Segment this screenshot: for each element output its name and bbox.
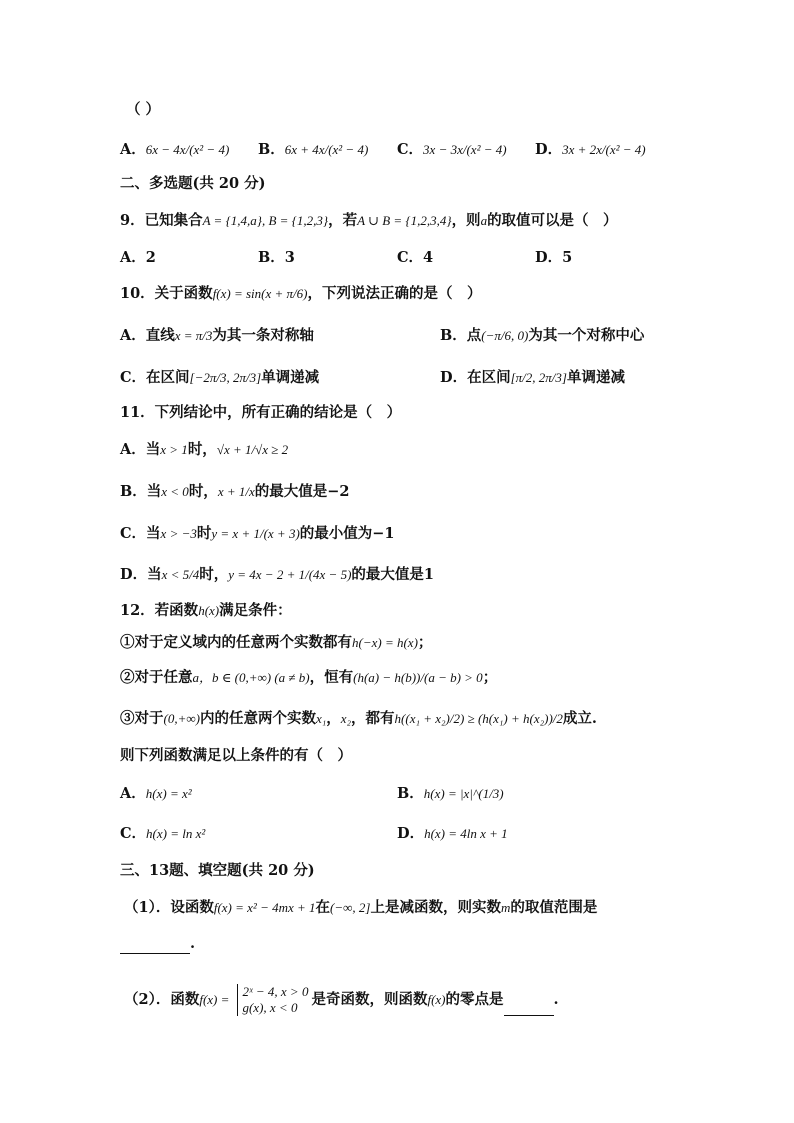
q12-c3-interval: (0,+∞)	[163, 711, 200, 726]
section-2-title: 二、多选题(共 20 分)	[120, 175, 266, 192]
q10-option-a-label: A．直线	[120, 327, 175, 344]
q8-option-a	[120, 140, 229, 160]
q8-option-d-expr: 3x + 2x/(x² − 4)	[562, 142, 646, 157]
q11-option-d-label: D．当	[120, 566, 162, 583]
q12-stem-tail: 满足条件：	[219, 602, 292, 619]
q11-option-d-mid: 时，	[199, 566, 229, 583]
q12-option-a	[120, 784, 192, 804]
q12-c1-end: ；	[417, 634, 433, 651]
q10-stem-text: 10．关于函数	[120, 285, 213, 302]
q12-option-d-expr: h(x) = 4ln x + 1	[424, 826, 508, 841]
q13-2-stem	[124, 984, 559, 1016]
q11-option-d	[120, 565, 434, 585]
q13-1-var: m	[500, 900, 511, 915]
q12-option-b-expr: h(x) = |x|^(1/3)	[423, 786, 504, 801]
q11-option-d-expr: y = 4x − 2 + 1/(4x − 5)	[228, 567, 352, 582]
q12-c3-x2: x₂	[340, 711, 352, 726]
q9-ask: 的取值可以是（ ）	[487, 212, 618, 229]
q13-1-tail: 的取值范围是	[510, 899, 598, 916]
q8-option-d-label: D．	[535, 141, 563, 158]
q12-c3-mid: 内的任意两个实数	[199, 710, 316, 727]
q11-option-c-cond: x > −3	[160, 526, 197, 541]
q8-option-c-expr: 3x − 3x/(x² − 4)	[423, 142, 507, 157]
q10-option-d-expr: [π/2, 2π/3]	[510, 370, 567, 385]
q9-option-a: A．2	[120, 249, 156, 266]
q12-option-c	[120, 824, 205, 844]
q12-c2-a: a	[192, 670, 199, 685]
q10-ask: ，下列说法正确的是（ ）	[307, 285, 482, 302]
q11-option-a	[120, 440, 288, 460]
q12-c3-x1: x₁	[315, 711, 327, 726]
q11-option-c-label: C．当	[120, 525, 161, 542]
q12-c1-expr: h(−x) = h(x)	[352, 635, 418, 650]
q8-option-c	[397, 140, 507, 160]
q11-option-a-label: A．当	[120, 441, 161, 458]
q11-option-b-label: B．当	[120, 483, 162, 500]
q12-ask: 则下列函数满足以上条件的有（ ）	[120, 747, 352, 764]
q12-c2-mid: ，恒有	[309, 669, 354, 686]
q9-set-expr: A = {1,4,a}, B = {1,2,3}	[202, 213, 329, 228]
q11-option-d-cond: x < 5/4	[161, 567, 200, 582]
q12-c2-pre: ②对于任意	[120, 669, 193, 686]
q10-func: f(x) = sin(x + π/6)	[212, 286, 308, 301]
q12-option-d	[397, 824, 508, 844]
q10-option-a	[120, 326, 314, 346]
q13-1-interval: (−∞, 2]	[330, 900, 371, 915]
q13-2-case-1: 2ˣ − 4, x > 0	[242, 984, 309, 999]
q10-option-b-label: B．点	[440, 327, 482, 344]
q8-option-a-expr: 6x − 4x/(x² − 4)	[145, 142, 230, 157]
q12-c3-end: 成立.	[562, 710, 597, 727]
q12-option-b	[397, 784, 504, 804]
q11-option-a-mid: 时，	[187, 441, 217, 458]
q10-option-d	[440, 368, 625, 388]
q12-c2-expr: (h(a) − h(b))/(a − b) > 0	[353, 670, 483, 685]
q11-option-b-tail: 的最大值是−2	[254, 483, 350, 500]
q12-option-c-label: C．	[120, 825, 147, 842]
q13-1-end: .	[190, 935, 196, 952]
q12-c3-expr: h((x₁ + x₂)/2) ≥ (h(x₁) + h(x₂))/2	[394, 711, 563, 726]
q13-2-case-2: g(x), x < 0	[242, 1000, 298, 1015]
q13-2-tail: 的零点是	[445, 991, 504, 1008]
q8-option-b	[258, 140, 368, 160]
q12-stem-text: 12．若函数	[120, 602, 199, 619]
q11-option-a-cond: x > 1	[160, 442, 188, 457]
q13-1-blank[interactable]	[120, 937, 190, 954]
q13-2-func2: f(x)	[427, 992, 446, 1007]
q12-c3-sep: ，	[326, 710, 341, 727]
q13-2-end: .	[553, 991, 559, 1008]
q9-option-c: C．4	[397, 249, 434, 266]
q9-stem	[120, 211, 618, 231]
q12-condition-1	[120, 633, 432, 653]
q11-option-b-mid: 时，	[188, 483, 218, 500]
q13-1-mid2: 上是减函数，则实数	[370, 899, 501, 916]
q11-option-c	[120, 524, 395, 544]
q11-option-c-mid: 时	[196, 525, 212, 542]
q9-then: ，则	[451, 212, 481, 229]
q12-c2-end: ；	[482, 669, 498, 686]
q10-option-b-expr: (−π/6, 0)	[481, 328, 529, 343]
q10-option-d-tail: 单调递减	[566, 369, 625, 386]
q12-option-a-label: A．	[120, 785, 146, 802]
q13-1-pre: （1）．设函数	[124, 899, 214, 916]
q13-2-blank[interactable]	[504, 999, 554, 1016]
q12-condition-2	[120, 668, 497, 688]
q12-stem	[120, 601, 292, 621]
q10-option-c-tail: 单调递减	[261, 369, 320, 386]
q10-option-b	[440, 326, 644, 346]
q9-option-d: D．5	[535, 249, 573, 266]
q8-paren: （ ）	[126, 101, 161, 118]
q8-option-b-expr: 6x + 4x/(x² − 4)	[284, 142, 369, 157]
q10-option-a-expr: x = π/3	[174, 328, 213, 343]
q11-option-a-expr: √x + 1/√x ≥ 2	[216, 442, 289, 457]
q13-2-mid: 是奇函数，则函数	[311, 991, 428, 1008]
q9-var: a	[480, 213, 488, 228]
q12-c3-mid2: ，都有	[351, 710, 395, 727]
q12-option-b-label: B．	[397, 785, 424, 802]
q12-c1-pre: ①对于定义域内的任意两个实数都有	[120, 634, 352, 651]
q11-option-c-expr: y = x + 1/(x + 3)	[211, 526, 300, 541]
q12-c2-b: ，b ∈ (0,+∞) (a ≠ b)	[199, 670, 310, 685]
q8-option-a-label: A．	[120, 141, 146, 158]
q12-option-a-expr: h(x) = x²	[145, 786, 192, 801]
q9-stem-text: 9．已知集合	[120, 212, 203, 229]
q13-1-stem	[124, 898, 597, 918]
q9-cond-pre: ，若	[328, 212, 358, 229]
q13-1-func: f(x) = x² − 4mx + 1	[213, 900, 316, 915]
q10-option-c	[120, 368, 319, 388]
q11-option-c-tail: 的最小值为−1	[299, 525, 395, 542]
q13-2-func-lhs: f(x) =	[199, 992, 230, 1007]
q9-cond-expr: A ∪ B = {1,2,3,4}	[357, 213, 452, 228]
q8-option-c-label: C．	[397, 141, 424, 158]
q8-option-d	[535, 140, 646, 160]
q10-option-b-tail: 为其一个对称中心	[528, 327, 645, 344]
q11-option-b	[120, 482, 350, 502]
q10-option-c-expr: [−2π/3, 2π/3]	[189, 370, 262, 385]
q10-option-c-label: C．在区间	[120, 369, 190, 386]
q13-2-pre: （2）．函数	[124, 991, 200, 1008]
q8-option-b-label: B．	[258, 141, 285, 158]
q10-stem	[120, 284, 482, 304]
q11-option-b-expr: x + 1/x	[217, 484, 255, 499]
q12-c3-pre: ③对于	[120, 710, 164, 727]
q13-1-mid: 在	[315, 899, 331, 916]
q12-option-c-expr: h(x) = ln x²	[146, 826, 206, 841]
section-3-title: 三、13题、填空题(共 20 分)	[120, 862, 315, 879]
q10-option-d-label: D．在区间	[440, 369, 511, 386]
q12-option-d-label: D．	[397, 825, 425, 842]
q11-option-d-tail: 的最大值是1	[351, 566, 434, 583]
q11-option-b-cond: x < 0	[161, 484, 189, 499]
q13-2-piecewise	[237, 984, 308, 1016]
q10-option-a-tail: 为其一条对称轴	[212, 327, 314, 344]
q12-condition-3	[120, 709, 597, 729]
q11-stem: 11．下列结论中，所有正确的结论是（ ）	[120, 404, 402, 421]
q9-option-b: B．3	[258, 249, 295, 266]
q13-1-answer-line	[120, 934, 195, 954]
q12-func: h(x)	[198, 603, 220, 618]
